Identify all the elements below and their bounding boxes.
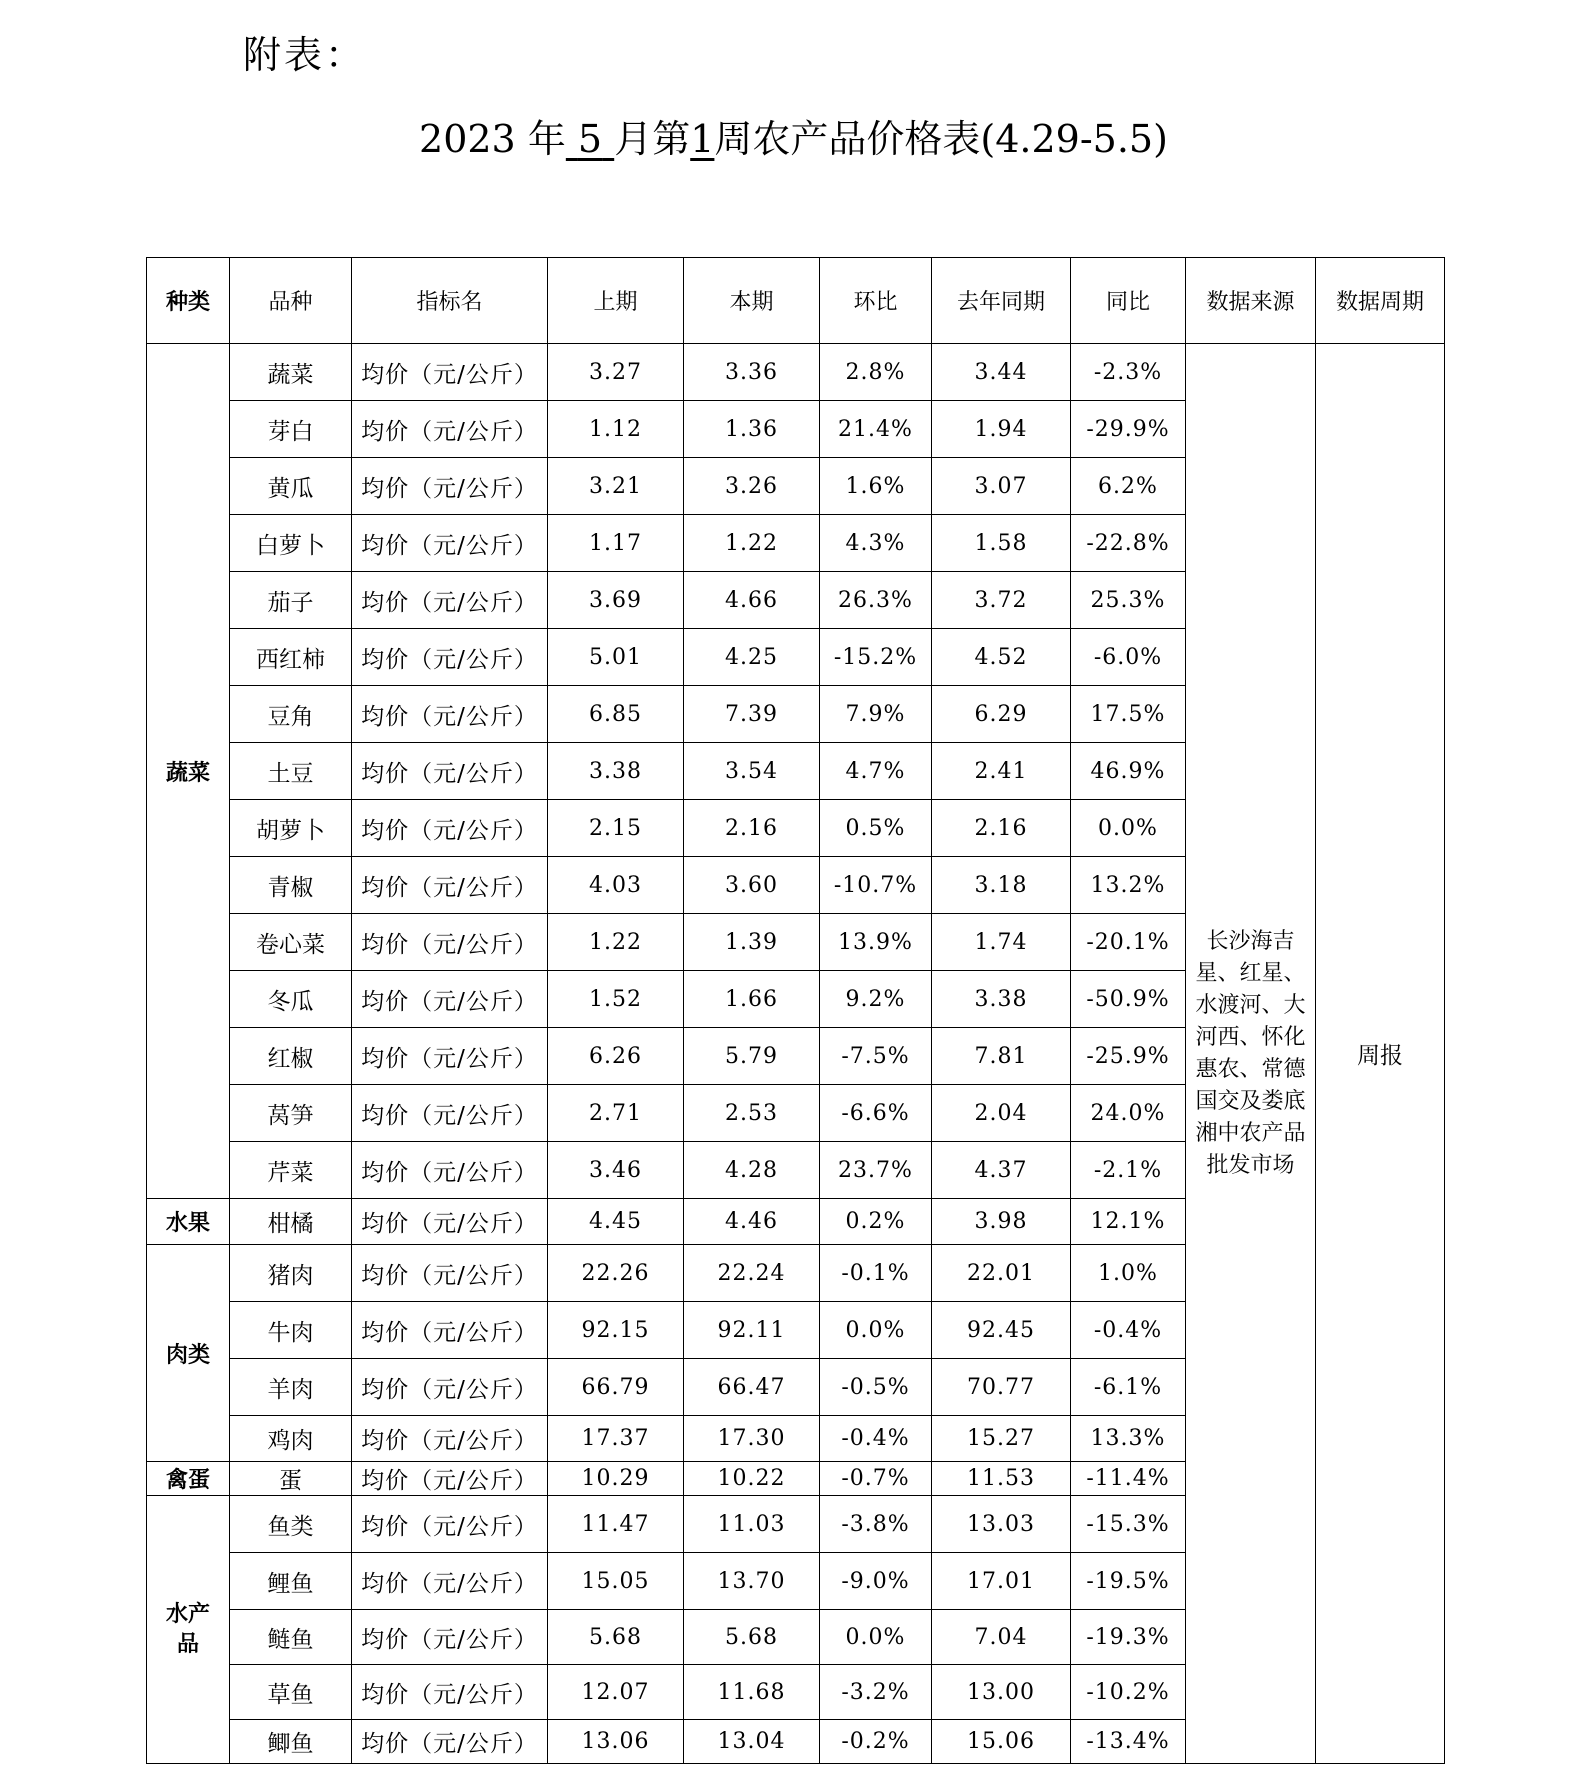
category-cell: 水产品	[147, 1496, 230, 1764]
mom-change-cell: 4.3%	[820, 515, 932, 572]
mom-change-cell: 13.9%	[820, 914, 932, 971]
previous-value-cell: 10.29	[548, 1462, 684, 1496]
yoy-change-cell: 13.3%	[1071, 1416, 1186, 1462]
variety-cell: 西红柿	[230, 629, 352, 686]
indicator-cell: 均价（元/公斤）	[352, 1610, 548, 1665]
last-year-value-cell: 3.44	[932, 344, 1071, 401]
current-value-cell: 1.36	[684, 401, 820, 458]
last-year-value-cell: 92.45	[932, 1302, 1071, 1359]
indicator-cell: 均价（元/公斤）	[352, 1245, 548, 1302]
indicator-cell: 均价（元/公斤）	[352, 1462, 548, 1496]
current-value-cell: 7.39	[684, 686, 820, 743]
mom-change-cell: 9.2%	[820, 971, 932, 1028]
last-year-value-cell: 3.18	[932, 857, 1071, 914]
last-year-value-cell: 6.29	[932, 686, 1071, 743]
mom-change-cell: -0.1%	[820, 1245, 932, 1302]
indicator-cell: 均价（元/公斤）	[352, 1665, 548, 1720]
previous-value-cell: 2.71	[548, 1085, 684, 1142]
variety-cell: 芹菜	[230, 1142, 352, 1199]
mom-change-cell: 0.0%	[820, 1302, 932, 1359]
last-year-value-cell: 17.01	[932, 1553, 1071, 1610]
yoy-change-cell: 0.0%	[1071, 800, 1186, 857]
current-value-cell: 13.70	[684, 1553, 820, 1610]
last-year-value-cell: 7.04	[932, 1610, 1071, 1665]
mom-change-cell: -6.6%	[820, 1085, 932, 1142]
previous-value-cell: 92.15	[548, 1302, 684, 1359]
current-value-cell: 92.11	[684, 1302, 820, 1359]
current-value-cell: 3.36	[684, 344, 820, 401]
indicator-cell: 均价（元/公斤）	[352, 1496, 548, 1553]
last-year-value-cell: 1.94	[932, 401, 1071, 458]
current-value-cell: 10.22	[684, 1462, 820, 1496]
indicator-cell: 均价（元/公斤）	[352, 515, 548, 572]
previous-value-cell: 1.52	[548, 971, 684, 1028]
current-value-cell: 2.53	[684, 1085, 820, 1142]
indicator-cell: 均价（元/公斤）	[352, 1720, 548, 1764]
yoy-change-cell: -22.8%	[1071, 515, 1186, 572]
title-week: 1	[690, 117, 715, 161]
variety-cell: 鲫鱼	[230, 1720, 352, 1764]
last-year-value-cell: 13.03	[932, 1496, 1071, 1553]
variety-cell: 草鱼	[230, 1665, 352, 1720]
variety-cell: 猪肉	[230, 1245, 352, 1302]
indicator-cell: 均价（元/公斤）	[352, 686, 548, 743]
last-year-value-cell: 13.00	[932, 1665, 1071, 1720]
indicator-cell: 均价（元/公斤）	[352, 458, 548, 515]
indicator-cell: 均价（元/公斤）	[352, 1359, 548, 1416]
previous-value-cell: 66.79	[548, 1359, 684, 1416]
mom-change-cell: -0.5%	[820, 1359, 932, 1416]
variety-cell: 鲢鱼	[230, 1610, 352, 1665]
last-year-value-cell: 4.52	[932, 629, 1071, 686]
mom-change-cell: -0.2%	[820, 1720, 932, 1764]
mom-change-cell: 1.6%	[820, 458, 932, 515]
variety-cell: 蔬菜	[230, 344, 352, 401]
previous-value-cell: 6.85	[548, 686, 684, 743]
variety-cell: 豆角	[230, 686, 352, 743]
indicator-cell: 均价（元/公斤）	[352, 743, 548, 800]
indicator-cell: 均价（元/公斤）	[352, 572, 548, 629]
column-header: 指标名	[352, 258, 548, 344]
category-cell: 蔬菜	[147, 344, 230, 1199]
last-year-value-cell: 3.38	[932, 971, 1071, 1028]
yoy-change-cell: 25.3%	[1071, 572, 1186, 629]
title-suffix: 周农产品价格表(4.29-5.5)	[714, 117, 1168, 161]
yoy-change-cell: -25.9%	[1071, 1028, 1186, 1085]
current-value-cell: 66.47	[684, 1359, 820, 1416]
previous-value-cell: 1.12	[548, 401, 684, 458]
previous-value-cell: 13.06	[548, 1720, 684, 1764]
column-header: 品种	[230, 258, 352, 344]
variety-cell: 胡萝卜	[230, 800, 352, 857]
last-year-value-cell: 3.72	[932, 572, 1071, 629]
indicator-cell: 均价（元/公斤）	[352, 629, 548, 686]
previous-value-cell: 17.37	[548, 1416, 684, 1462]
indicator-cell: 均价（元/公斤）	[352, 401, 548, 458]
indicator-cell: 均价（元/公斤）	[352, 344, 548, 401]
current-value-cell: 17.30	[684, 1416, 820, 1462]
mom-change-cell: 4.7%	[820, 743, 932, 800]
yoy-change-cell: 17.5%	[1071, 686, 1186, 743]
variety-cell: 蛋	[230, 1462, 352, 1496]
mom-change-cell: -3.2%	[820, 1665, 932, 1720]
variety-cell: 青椒	[230, 857, 352, 914]
last-year-value-cell: 2.04	[932, 1085, 1071, 1142]
category-cell: 水果	[147, 1199, 230, 1245]
last-year-value-cell: 11.53	[932, 1462, 1071, 1496]
indicator-cell: 均价（元/公斤）	[352, 1302, 548, 1359]
last-year-value-cell: 7.81	[932, 1028, 1071, 1085]
indicator-cell: 均价（元/公斤）	[352, 1416, 548, 1462]
column-header: 上期	[548, 258, 684, 344]
variety-cell: 莴笋	[230, 1085, 352, 1142]
last-year-value-cell: 22.01	[932, 1245, 1071, 1302]
yoy-change-cell: -2.1%	[1071, 1142, 1186, 1199]
variety-cell: 茄子	[230, 572, 352, 629]
last-year-value-cell: 1.58	[932, 515, 1071, 572]
variety-cell: 白萝卜	[230, 515, 352, 572]
yoy-change-cell: -0.4%	[1071, 1302, 1186, 1359]
indicator-cell: 均价（元/公斤）	[352, 1553, 548, 1610]
previous-value-cell: 4.03	[548, 857, 684, 914]
previous-value-cell: 2.15	[548, 800, 684, 857]
previous-value-cell: 5.68	[548, 1610, 684, 1665]
last-year-value-cell: 4.37	[932, 1142, 1071, 1199]
mom-change-cell: 2.8%	[820, 344, 932, 401]
column-header: 环比	[820, 258, 932, 344]
mom-change-cell: -15.2%	[820, 629, 932, 686]
table-header-row	[147, 258, 1445, 344]
yoy-change-cell: 13.2%	[1071, 857, 1186, 914]
mom-change-cell: 21.4%	[820, 401, 932, 458]
mom-change-cell: -7.5%	[820, 1028, 932, 1085]
table-row	[147, 344, 1445, 401]
previous-value-cell: 11.47	[548, 1496, 684, 1553]
mom-change-cell: -10.7%	[820, 857, 932, 914]
variety-cell: 羊肉	[230, 1359, 352, 1416]
variety-cell: 芽白	[230, 401, 352, 458]
mom-change-cell: 0.2%	[820, 1199, 932, 1245]
current-value-cell: 1.22	[684, 515, 820, 572]
previous-value-cell: 1.22	[548, 914, 684, 971]
column-header: 去年同期	[932, 258, 1071, 344]
current-value-cell: 1.66	[684, 971, 820, 1028]
current-value-cell: 13.04	[684, 1720, 820, 1764]
yoy-change-cell: -15.3%	[1071, 1496, 1186, 1553]
last-year-value-cell: 70.77	[932, 1359, 1071, 1416]
variety-cell: 冬瓜	[230, 971, 352, 1028]
variety-cell: 鸡肉	[230, 1416, 352, 1462]
yoy-change-cell: -19.5%	[1071, 1553, 1186, 1610]
yoy-change-cell: -50.9%	[1071, 971, 1186, 1028]
data-source-cell: 长沙海吉星、红星、水渡河、大河西、怀化惠农、常德国交及娄底湘中农产品批发市场	[1186, 344, 1316, 1764]
page-title	[0, 108, 1587, 163]
indicator-cell: 均价（元/公斤）	[352, 857, 548, 914]
current-value-cell: 4.46	[684, 1199, 820, 1245]
last-year-value-cell: 3.98	[932, 1199, 1071, 1245]
category-cell: 肉类	[147, 1245, 230, 1462]
mom-change-cell: -0.7%	[820, 1462, 932, 1496]
title-mid: 月第	[614, 117, 691, 161]
previous-value-cell: 3.27	[548, 344, 684, 401]
indicator-cell: 均价（元/公斤）	[352, 914, 548, 971]
indicator-cell: 均价（元/公斤）	[352, 1085, 548, 1142]
variety-cell: 鱼类	[230, 1496, 352, 1553]
current-value-cell: 3.54	[684, 743, 820, 800]
variety-cell: 黄瓜	[230, 458, 352, 515]
column-header: 种类	[147, 258, 230, 344]
previous-value-cell: 3.46	[548, 1142, 684, 1199]
current-value-cell: 4.25	[684, 629, 820, 686]
last-year-value-cell: 3.07	[932, 458, 1071, 515]
current-value-cell: 3.26	[684, 458, 820, 515]
title-prefix: 2023 年	[419, 117, 566, 161]
column-header: 同比	[1071, 258, 1186, 344]
previous-value-cell: 3.69	[548, 572, 684, 629]
mom-change-cell: -9.0%	[820, 1553, 932, 1610]
yoy-change-cell: -6.0%	[1071, 629, 1186, 686]
indicator-cell: 均价（元/公斤）	[352, 800, 548, 857]
current-value-cell: 5.79	[684, 1028, 820, 1085]
column-header: 本期	[684, 258, 820, 344]
previous-value-cell: 5.01	[548, 629, 684, 686]
category-cell: 禽蛋	[147, 1462, 230, 1496]
current-value-cell: 11.03	[684, 1496, 820, 1553]
data-period-cell: 周报	[1316, 344, 1445, 1764]
previous-value-cell: 12.07	[548, 1665, 684, 1720]
last-year-value-cell: 1.74	[932, 914, 1071, 971]
yoy-change-cell: -20.1%	[1071, 914, 1186, 971]
mom-change-cell: 0.0%	[820, 1610, 932, 1665]
indicator-cell: 均价（元/公斤）	[352, 1142, 548, 1199]
variety-cell: 牛肉	[230, 1302, 352, 1359]
mom-change-cell: 26.3%	[820, 572, 932, 629]
price-table	[146, 257, 1445, 1764]
yoy-change-cell: -29.9%	[1071, 401, 1186, 458]
yoy-change-cell: -13.4%	[1071, 1720, 1186, 1764]
previous-value-cell: 15.05	[548, 1553, 684, 1610]
yoy-change-cell: 6.2%	[1071, 458, 1186, 515]
previous-value-cell: 1.17	[548, 515, 684, 572]
mom-change-cell: 23.7%	[820, 1142, 932, 1199]
yoy-change-cell: -6.1%	[1071, 1359, 1186, 1416]
mom-change-cell: 0.5%	[820, 800, 932, 857]
yoy-change-cell: -11.4%	[1071, 1462, 1186, 1496]
last-year-value-cell: 15.06	[932, 1720, 1071, 1764]
yoy-change-cell: -19.3%	[1071, 1610, 1186, 1665]
yoy-change-cell: 12.1%	[1071, 1199, 1186, 1245]
yoy-change-cell: -2.3%	[1071, 344, 1186, 401]
variety-cell: 土豆	[230, 743, 352, 800]
mom-change-cell: -0.4%	[820, 1416, 932, 1462]
column-header: 数据周期	[1316, 258, 1445, 344]
current-value-cell: 2.16	[684, 800, 820, 857]
indicator-cell: 均价（元/公斤）	[352, 971, 548, 1028]
previous-value-cell: 3.38	[548, 743, 684, 800]
previous-value-cell: 3.21	[548, 458, 684, 515]
previous-value-cell: 22.26	[548, 1245, 684, 1302]
variety-cell: 柑橘	[230, 1199, 352, 1245]
yoy-change-cell: 46.9%	[1071, 743, 1186, 800]
last-year-value-cell: 2.41	[932, 743, 1071, 800]
yoy-change-cell: 1.0%	[1071, 1245, 1186, 1302]
variety-cell: 红椒	[230, 1028, 352, 1085]
current-value-cell: 11.68	[684, 1665, 820, 1720]
yoy-change-cell: 24.0%	[1071, 1085, 1186, 1142]
current-value-cell: 4.66	[684, 572, 820, 629]
last-year-value-cell: 2.16	[932, 800, 1071, 857]
title-month: 5	[577, 117, 603, 161]
previous-value-cell: 6.26	[548, 1028, 684, 1085]
mom-change-cell: 7.9%	[820, 686, 932, 743]
last-year-value-cell: 15.27	[932, 1416, 1071, 1462]
variety-cell: 卷心菜	[230, 914, 352, 971]
current-value-cell: 22.24	[684, 1245, 820, 1302]
indicator-cell: 均价（元/公斤）	[352, 1028, 548, 1085]
previous-value-cell: 4.45	[548, 1199, 684, 1245]
attachment-label: 附表：	[243, 33, 367, 77]
current-value-cell: 1.39	[684, 914, 820, 971]
current-value-cell: 5.68	[684, 1610, 820, 1665]
current-value-cell: 4.28	[684, 1142, 820, 1199]
column-header: 数据来源	[1186, 258, 1316, 344]
mom-change-cell: -3.8%	[820, 1496, 932, 1553]
yoy-change-cell: -10.2%	[1071, 1665, 1186, 1720]
variety-cell: 鲤鱼	[230, 1553, 352, 1610]
current-value-cell: 3.60	[684, 857, 820, 914]
indicator-cell: 均价（元/公斤）	[352, 1199, 548, 1245]
